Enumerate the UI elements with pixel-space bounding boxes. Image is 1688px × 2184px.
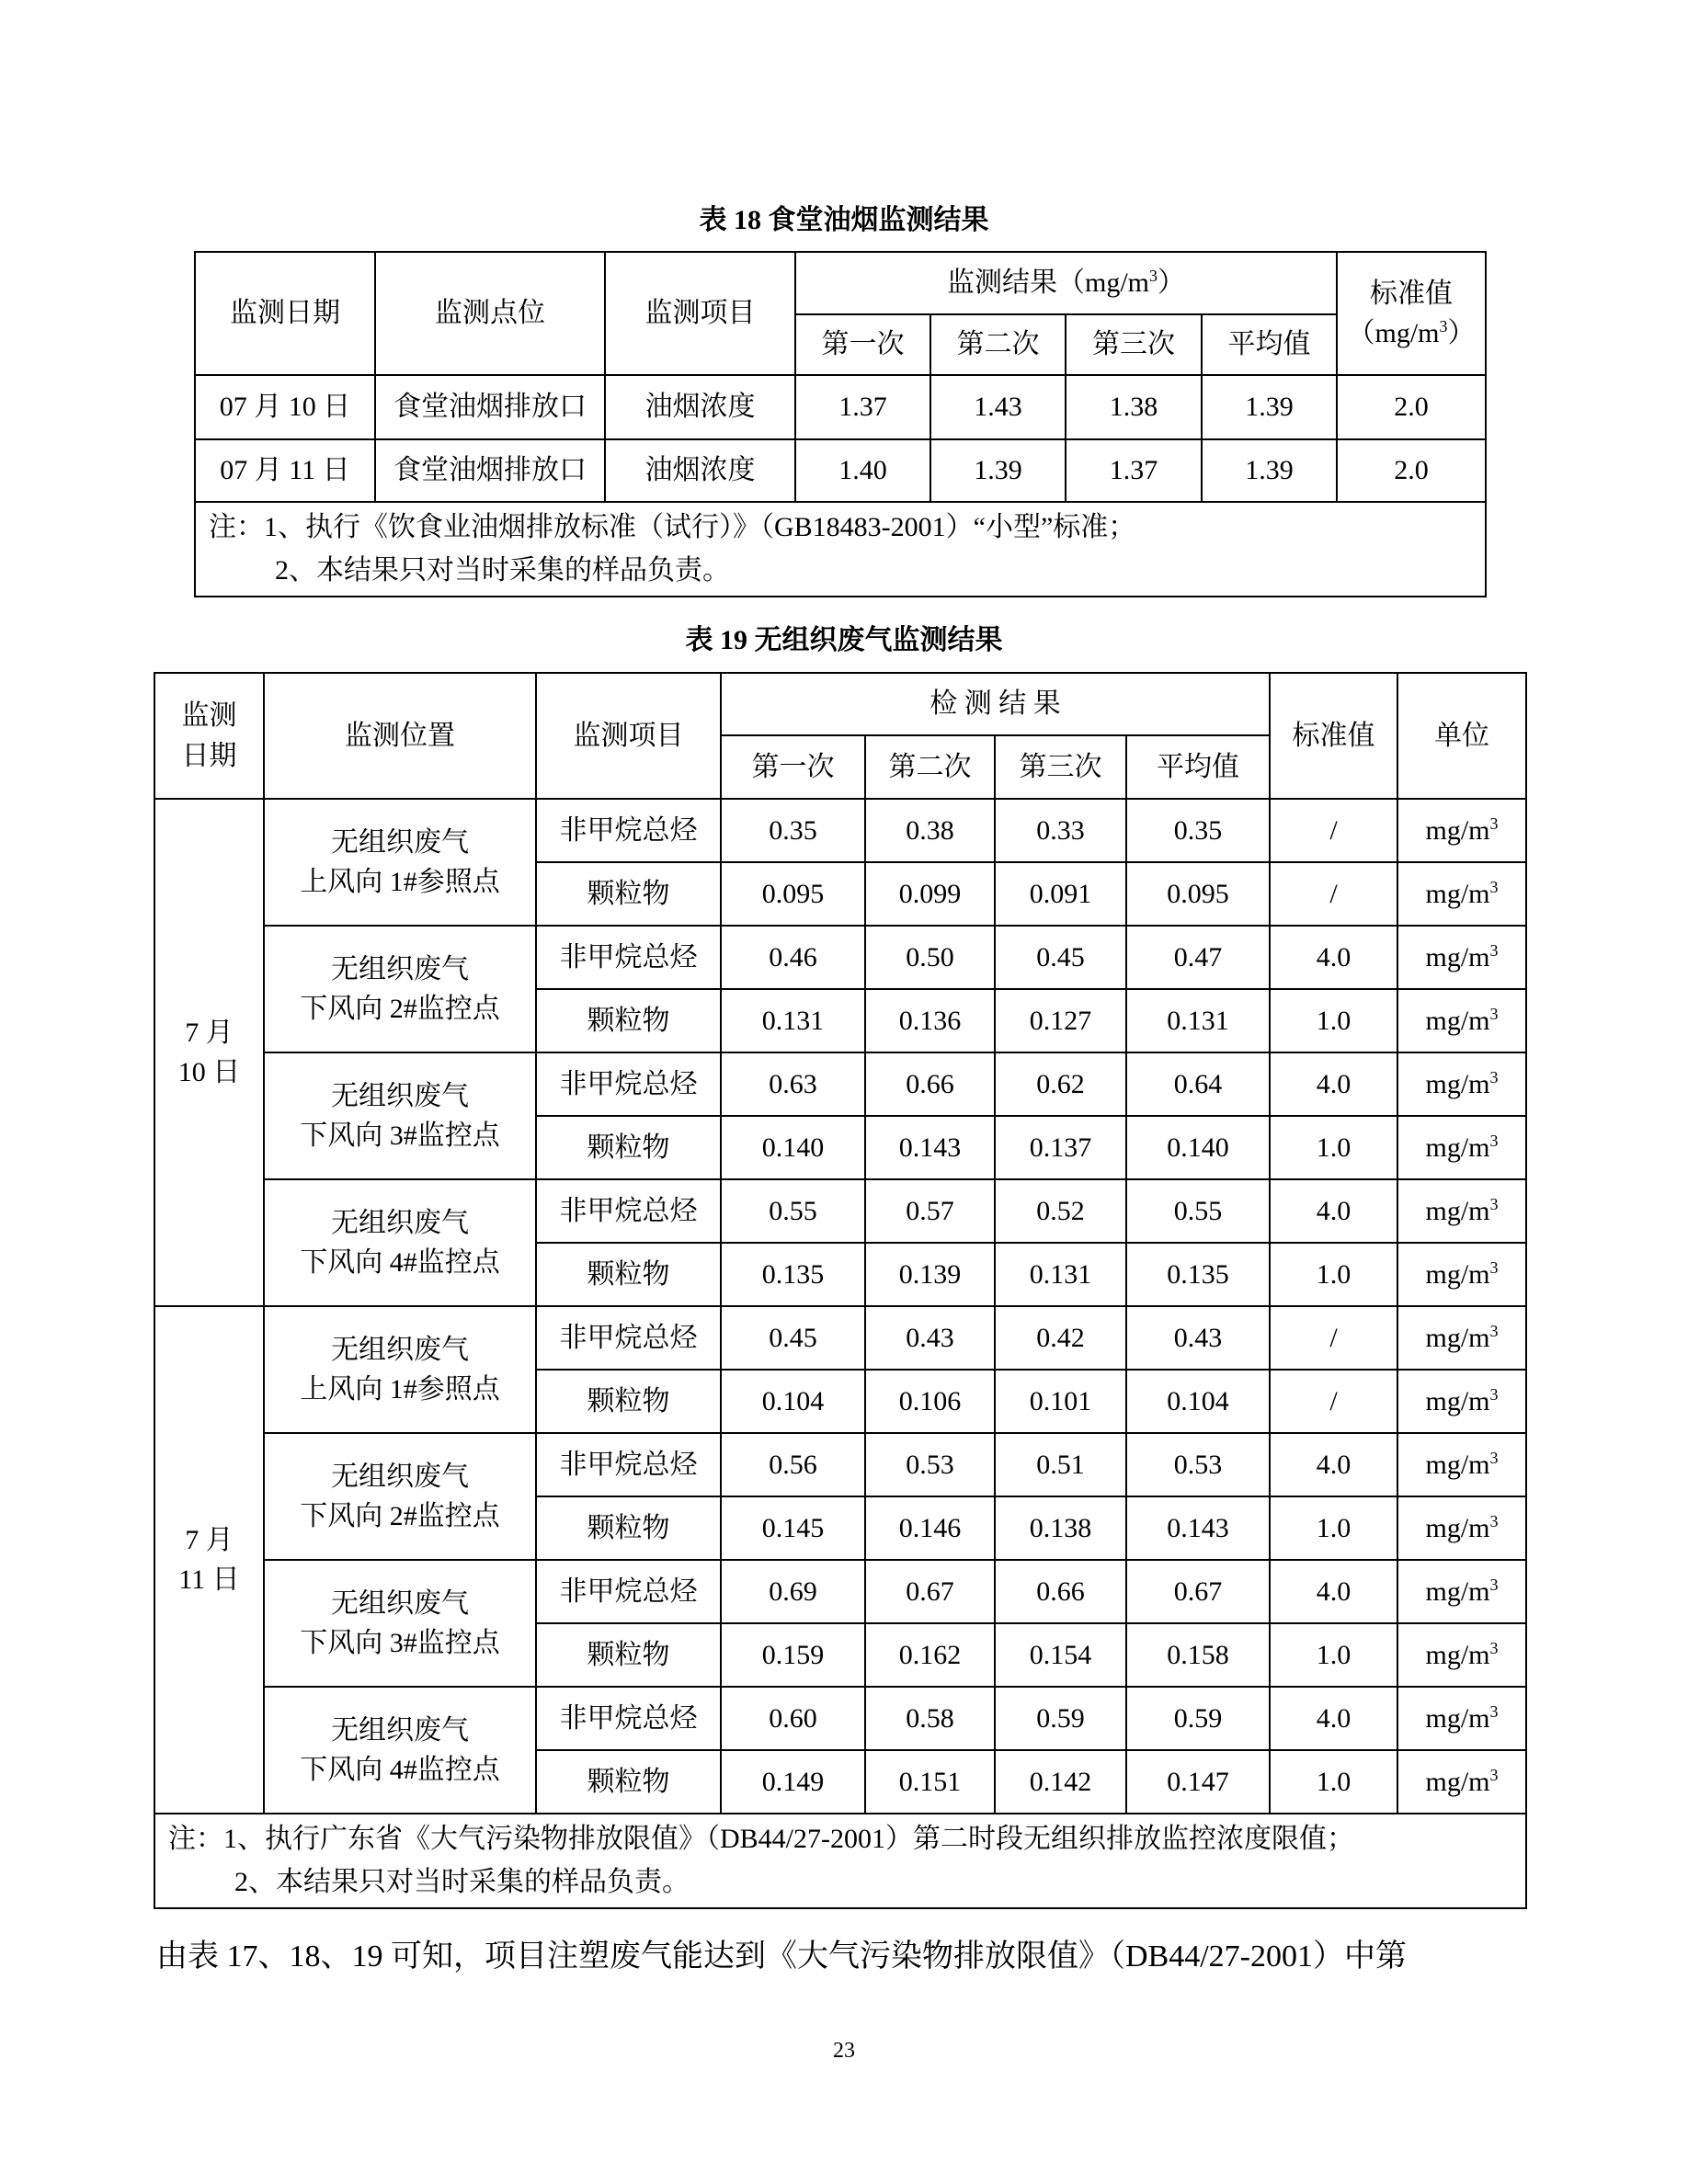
header-result: 监测结果$(mg/m^3)$ xyxy=(795,252,1337,314)
header-result: 检 测 结 果 xyxy=(721,673,1270,735)
cell-third: 0.091 xyxy=(995,862,1126,926)
cell-second: 0.58 xyxy=(865,1687,995,1750)
cell-first: 0.131 xyxy=(721,989,865,1052)
cell-point: 食堂油烟排放口 xyxy=(375,439,605,502)
cell-item: 非甲烷总烃 xyxy=(536,1306,721,1370)
cell-unit: $mg/m^3$ xyxy=(1397,989,1526,1052)
cell-position: 无组织废气 上风向 1#参照点 xyxy=(264,799,536,926)
cell-second: 0.143 xyxy=(865,1116,995,1179)
cell-avg: 0.67 xyxy=(1126,1560,1270,1623)
cell-avg: 1.39 xyxy=(1202,375,1337,439)
header-unit: 单位 xyxy=(1397,673,1526,799)
cell-first: 0.095 xyxy=(721,862,865,926)
cell-unit: $mg/m^3$ xyxy=(1397,1052,1526,1116)
page-number: 23 xyxy=(833,2039,855,2063)
header-third: 第三次 xyxy=(1066,314,1202,375)
cell-first: 0.159 xyxy=(721,1623,865,1687)
cell-item: 颗粒物 xyxy=(536,1243,721,1306)
cell-item: 非甲烷总烃 xyxy=(536,799,721,862)
table18-note xyxy=(195,502,1486,597)
cell-third: 0.127 xyxy=(995,989,1126,1052)
cell-avg: 0.135 xyxy=(1126,1243,1270,1306)
cell-position: 无组织废气 下风向 4#监控点 xyxy=(264,1687,536,1814)
cell-third: 1.37 xyxy=(1066,439,1202,502)
table18-caption: 表 18 食堂油烟监测结果 xyxy=(699,205,989,235)
cell-second: 0.67 xyxy=(865,1560,995,1623)
table-row xyxy=(154,1052,1526,1116)
cell-avg: 0.104 xyxy=(1126,1370,1270,1433)
cell-third: 0.101 xyxy=(995,1370,1126,1433)
header-avg: 平均值 xyxy=(1202,314,1337,375)
cell-second: 0.151 xyxy=(865,1750,995,1814)
cell-unit: $mg/m^3$ xyxy=(1397,1116,1526,1179)
header-date: 监测 日期 xyxy=(154,673,264,799)
cell-second: 0.43 xyxy=(865,1306,995,1370)
cell-third: 0.42 xyxy=(995,1306,1126,1370)
cell-item: 非甲烷总烃 xyxy=(536,1433,721,1496)
header-item: 监测项目 xyxy=(605,252,795,375)
cell-item: 颗粒物 xyxy=(536,1496,721,1560)
cell-second: 0.099 xyxy=(865,862,995,926)
cell-unit: $mg/m^3$ xyxy=(1397,1623,1526,1687)
note-line-2: 2、本结果只对当时采集的样品负责。 xyxy=(275,554,730,586)
header-standard: 标准值 xyxy=(1270,673,1397,799)
cell-first: 1.40 xyxy=(795,439,930,502)
cell-second: 1.39 xyxy=(930,439,1066,502)
cell-third: 0.142 xyxy=(995,1750,1126,1814)
cell-item: 颗粒物 xyxy=(536,1370,721,1433)
note-line-2: 2、本结果只对当时采集的样品负责。 xyxy=(234,1866,690,1897)
cell-avg: 0.131 xyxy=(1126,989,1270,1052)
cell-first: 0.55 xyxy=(721,1179,865,1243)
cell-third: 0.62 xyxy=(995,1052,1126,1116)
cell-second: 0.38 xyxy=(865,799,995,862)
cell-second: 0.57 xyxy=(865,1179,995,1243)
table-row xyxy=(154,1560,1526,1623)
cell-standard: / xyxy=(1270,1306,1397,1370)
table18 xyxy=(194,251,1487,597)
cell-unit: $mg/m^3$ xyxy=(1397,862,1526,926)
cell-unit: $mg/m^3$ xyxy=(1397,1560,1526,1623)
cell-position: 无组织废气 下风向 3#监控点 xyxy=(264,1560,536,1687)
table-row xyxy=(154,1306,1526,1370)
header-second: 第二次 xyxy=(865,735,995,799)
header-position: 监测位置 xyxy=(264,673,536,799)
cell-second: 0.146 xyxy=(865,1496,995,1560)
cell-item: 颗粒物 xyxy=(536,1623,721,1687)
cell-standard: 1.0 xyxy=(1270,1496,1397,1560)
cell-date: 7 月 11 日 xyxy=(154,1306,264,1814)
cell-unit: $mg/m^3$ xyxy=(1397,926,1526,989)
cell-unit: $mg/m^3$ xyxy=(1397,1687,1526,1750)
cell-item: 非甲烷总烃 xyxy=(536,926,721,989)
cell-avg: 0.53 xyxy=(1126,1433,1270,1496)
header-first: 第一次 xyxy=(721,735,865,799)
cell-item: 油烟浓度 xyxy=(605,375,795,439)
cell-item: 非甲烷总烃 xyxy=(536,1052,721,1116)
header-item: 监测项目 xyxy=(536,673,721,799)
cell-second: 0.66 xyxy=(865,1052,995,1116)
cell-second: 1.43 xyxy=(930,375,1066,439)
table19-caption: 表 19 无组织废气监测结果 xyxy=(685,625,1003,655)
cell-avg: 0.47 xyxy=(1126,926,1270,989)
cell-second: 0.53 xyxy=(865,1433,995,1496)
cell-first: 0.104 xyxy=(721,1370,865,1433)
cell-first: 0.46 xyxy=(721,926,865,989)
cell-first: 0.140 xyxy=(721,1116,865,1179)
cell-standard: 1.0 xyxy=(1270,1116,1397,1179)
cell-second: 0.106 xyxy=(865,1370,995,1433)
cell-unit: $mg/m^3$ xyxy=(1397,799,1526,862)
cell-first: 0.145 xyxy=(721,1496,865,1560)
header-first: 第一次 xyxy=(795,314,930,375)
cell-third: 0.138 xyxy=(995,1496,1126,1560)
cell-standard: 4.0 xyxy=(1270,1052,1397,1116)
table-row xyxy=(154,926,1526,989)
cell-second: 0.50 xyxy=(865,926,995,989)
cell-standard: 1.0 xyxy=(1270,1623,1397,1687)
cell-item: 颗粒物 xyxy=(536,1750,721,1814)
cell-third: 0.59 xyxy=(995,1687,1126,1750)
table-row xyxy=(154,1433,1526,1496)
cell-position: 无组织废气 下风向 2#监控点 xyxy=(264,1433,536,1560)
cell-standard: 4.0 xyxy=(1270,1560,1397,1623)
header-date: 监测日期 xyxy=(195,252,375,375)
cell-position: 无组织废气 下风向 3#监控点 xyxy=(264,1052,536,1179)
cell-standard: 1.0 xyxy=(1270,1750,1397,1814)
header-standard: 标准值 $(mg/m^3)$ xyxy=(1337,252,1486,375)
table-row xyxy=(195,375,1486,439)
cell-position: 无组织废气 下风向 4#监控点 xyxy=(264,1179,536,1306)
cell-standard: 4.0 xyxy=(1270,1687,1397,1750)
cell-unit: $mg/m^3$ xyxy=(1397,1306,1526,1370)
cell-unit: $mg/m^3$ xyxy=(1397,1750,1526,1814)
cell-first: 0.56 xyxy=(721,1433,865,1496)
cell-avg: 0.55 xyxy=(1126,1179,1270,1243)
cell-avg: 0.35 xyxy=(1126,799,1270,862)
cell-date: 07 月 10 日 xyxy=(195,375,375,439)
cell-avg: 0.147 xyxy=(1126,1750,1270,1814)
cell-third: 0.154 xyxy=(995,1623,1126,1687)
header-avg: 平均值 xyxy=(1126,735,1270,799)
cell-first: 0.135 xyxy=(721,1243,865,1306)
table19 xyxy=(154,672,1527,1909)
cell-date: 7 月 10 日 xyxy=(154,799,264,1306)
cell-third: 0.137 xyxy=(995,1116,1126,1179)
cell-avg: 0.158 xyxy=(1126,1623,1270,1687)
cell-standard: 4.0 xyxy=(1270,1433,1397,1496)
table19-note xyxy=(154,1814,1526,1908)
cell-position: 无组织废气 下风向 2#监控点 xyxy=(264,926,536,1052)
cell-third: 0.52 xyxy=(995,1179,1126,1243)
cell-third: 0.131 xyxy=(995,1243,1126,1306)
header-second: 第二次 xyxy=(930,314,1066,375)
cell-unit: $mg/m^3$ xyxy=(1397,1179,1526,1243)
cell-standard: 4.0 xyxy=(1270,1179,1397,1243)
cell-avg: 0.095 xyxy=(1126,862,1270,926)
cell-avg: 0.143 xyxy=(1126,1496,1270,1560)
cell-standard: 2.0 xyxy=(1337,375,1486,439)
table-row xyxy=(154,799,1526,862)
cell-standard: / xyxy=(1270,799,1397,862)
cell-avg: 1.39 xyxy=(1202,439,1337,502)
cell-avg: 0.64 xyxy=(1126,1052,1270,1116)
cell-item: 油烟浓度 xyxy=(605,439,795,502)
cell-avg: 0.43 xyxy=(1126,1306,1270,1370)
cell-avg: 0.140 xyxy=(1126,1116,1270,1179)
cell-item: 非甲烷总烃 xyxy=(536,1560,721,1623)
note-line-1: 注：1、执行《饮食业油烟排放标准（试行）》（GB18483-2001）“小型”标准； xyxy=(209,512,1136,542)
cell-unit: $mg/m^3$ xyxy=(1397,1433,1526,1496)
cell-first: 0.60 xyxy=(721,1687,865,1750)
body-paragraph: 由表 17、18、19 可知，项目注塑废气能达到《大气污染物排放限值》（DB44/27-2001）中第 xyxy=(156,1939,1407,1974)
cell-third: 0.66 xyxy=(995,1560,1126,1623)
table-row xyxy=(154,1687,1526,1750)
note-line-1: 注：1、执行广东省《大气污染物排放限值》（DB44/27-2001）第二时段无组织排放监控浓度限值； xyxy=(168,1824,1354,1854)
cell-third: 0.33 xyxy=(995,799,1126,862)
cell-third: 0.51 xyxy=(995,1433,1126,1496)
cell-item: 非甲烷总烃 xyxy=(536,1179,721,1243)
cell-standard: 2.0 xyxy=(1337,439,1486,502)
cell-position: 无组织废气 上风向 1#参照点 xyxy=(264,1306,536,1433)
cell-item: 非甲烷总烃 xyxy=(536,1687,721,1750)
cell-date: 07 月 11 日 xyxy=(195,439,375,502)
cell-second: 0.162 xyxy=(865,1623,995,1687)
cell-standard: 1.0 xyxy=(1270,989,1397,1052)
cell-first: 0.149 xyxy=(721,1750,865,1814)
cell-unit: $mg/m^3$ xyxy=(1397,1496,1526,1560)
cell-item: 颗粒物 xyxy=(536,989,721,1052)
cell-standard: / xyxy=(1270,1370,1397,1433)
cell-avg: 0.59 xyxy=(1126,1687,1270,1750)
cell-first: 0.69 xyxy=(721,1560,865,1623)
cell-unit: $mg/m^3$ xyxy=(1397,1243,1526,1306)
cell-standard: 1.0 xyxy=(1270,1243,1397,1306)
table-row xyxy=(195,439,1486,502)
table-row xyxy=(154,1179,1526,1243)
cell-standard: / xyxy=(1270,862,1397,926)
cell-first: 0.35 xyxy=(721,799,865,862)
cell-item: 颗粒物 xyxy=(536,1116,721,1179)
cell-item: 颗粒物 xyxy=(536,862,721,926)
cell-first: 0.45 xyxy=(721,1306,865,1370)
cell-first: 0.63 xyxy=(721,1052,865,1116)
cell-third: 0.45 xyxy=(995,926,1126,989)
cell-third: 1.38 xyxy=(1066,375,1202,439)
cell-first: 1.37 xyxy=(795,375,930,439)
cell-point: 食堂油烟排放口 xyxy=(375,375,605,439)
cell-second: 0.136 xyxy=(865,989,995,1052)
cell-second: 0.139 xyxy=(865,1243,995,1306)
cell-standard: 4.0 xyxy=(1270,926,1397,989)
header-third: 第三次 xyxy=(995,735,1126,799)
header-point: 监测点位 xyxy=(375,252,605,375)
cell-unit: $mg/m^3$ xyxy=(1397,1370,1526,1433)
